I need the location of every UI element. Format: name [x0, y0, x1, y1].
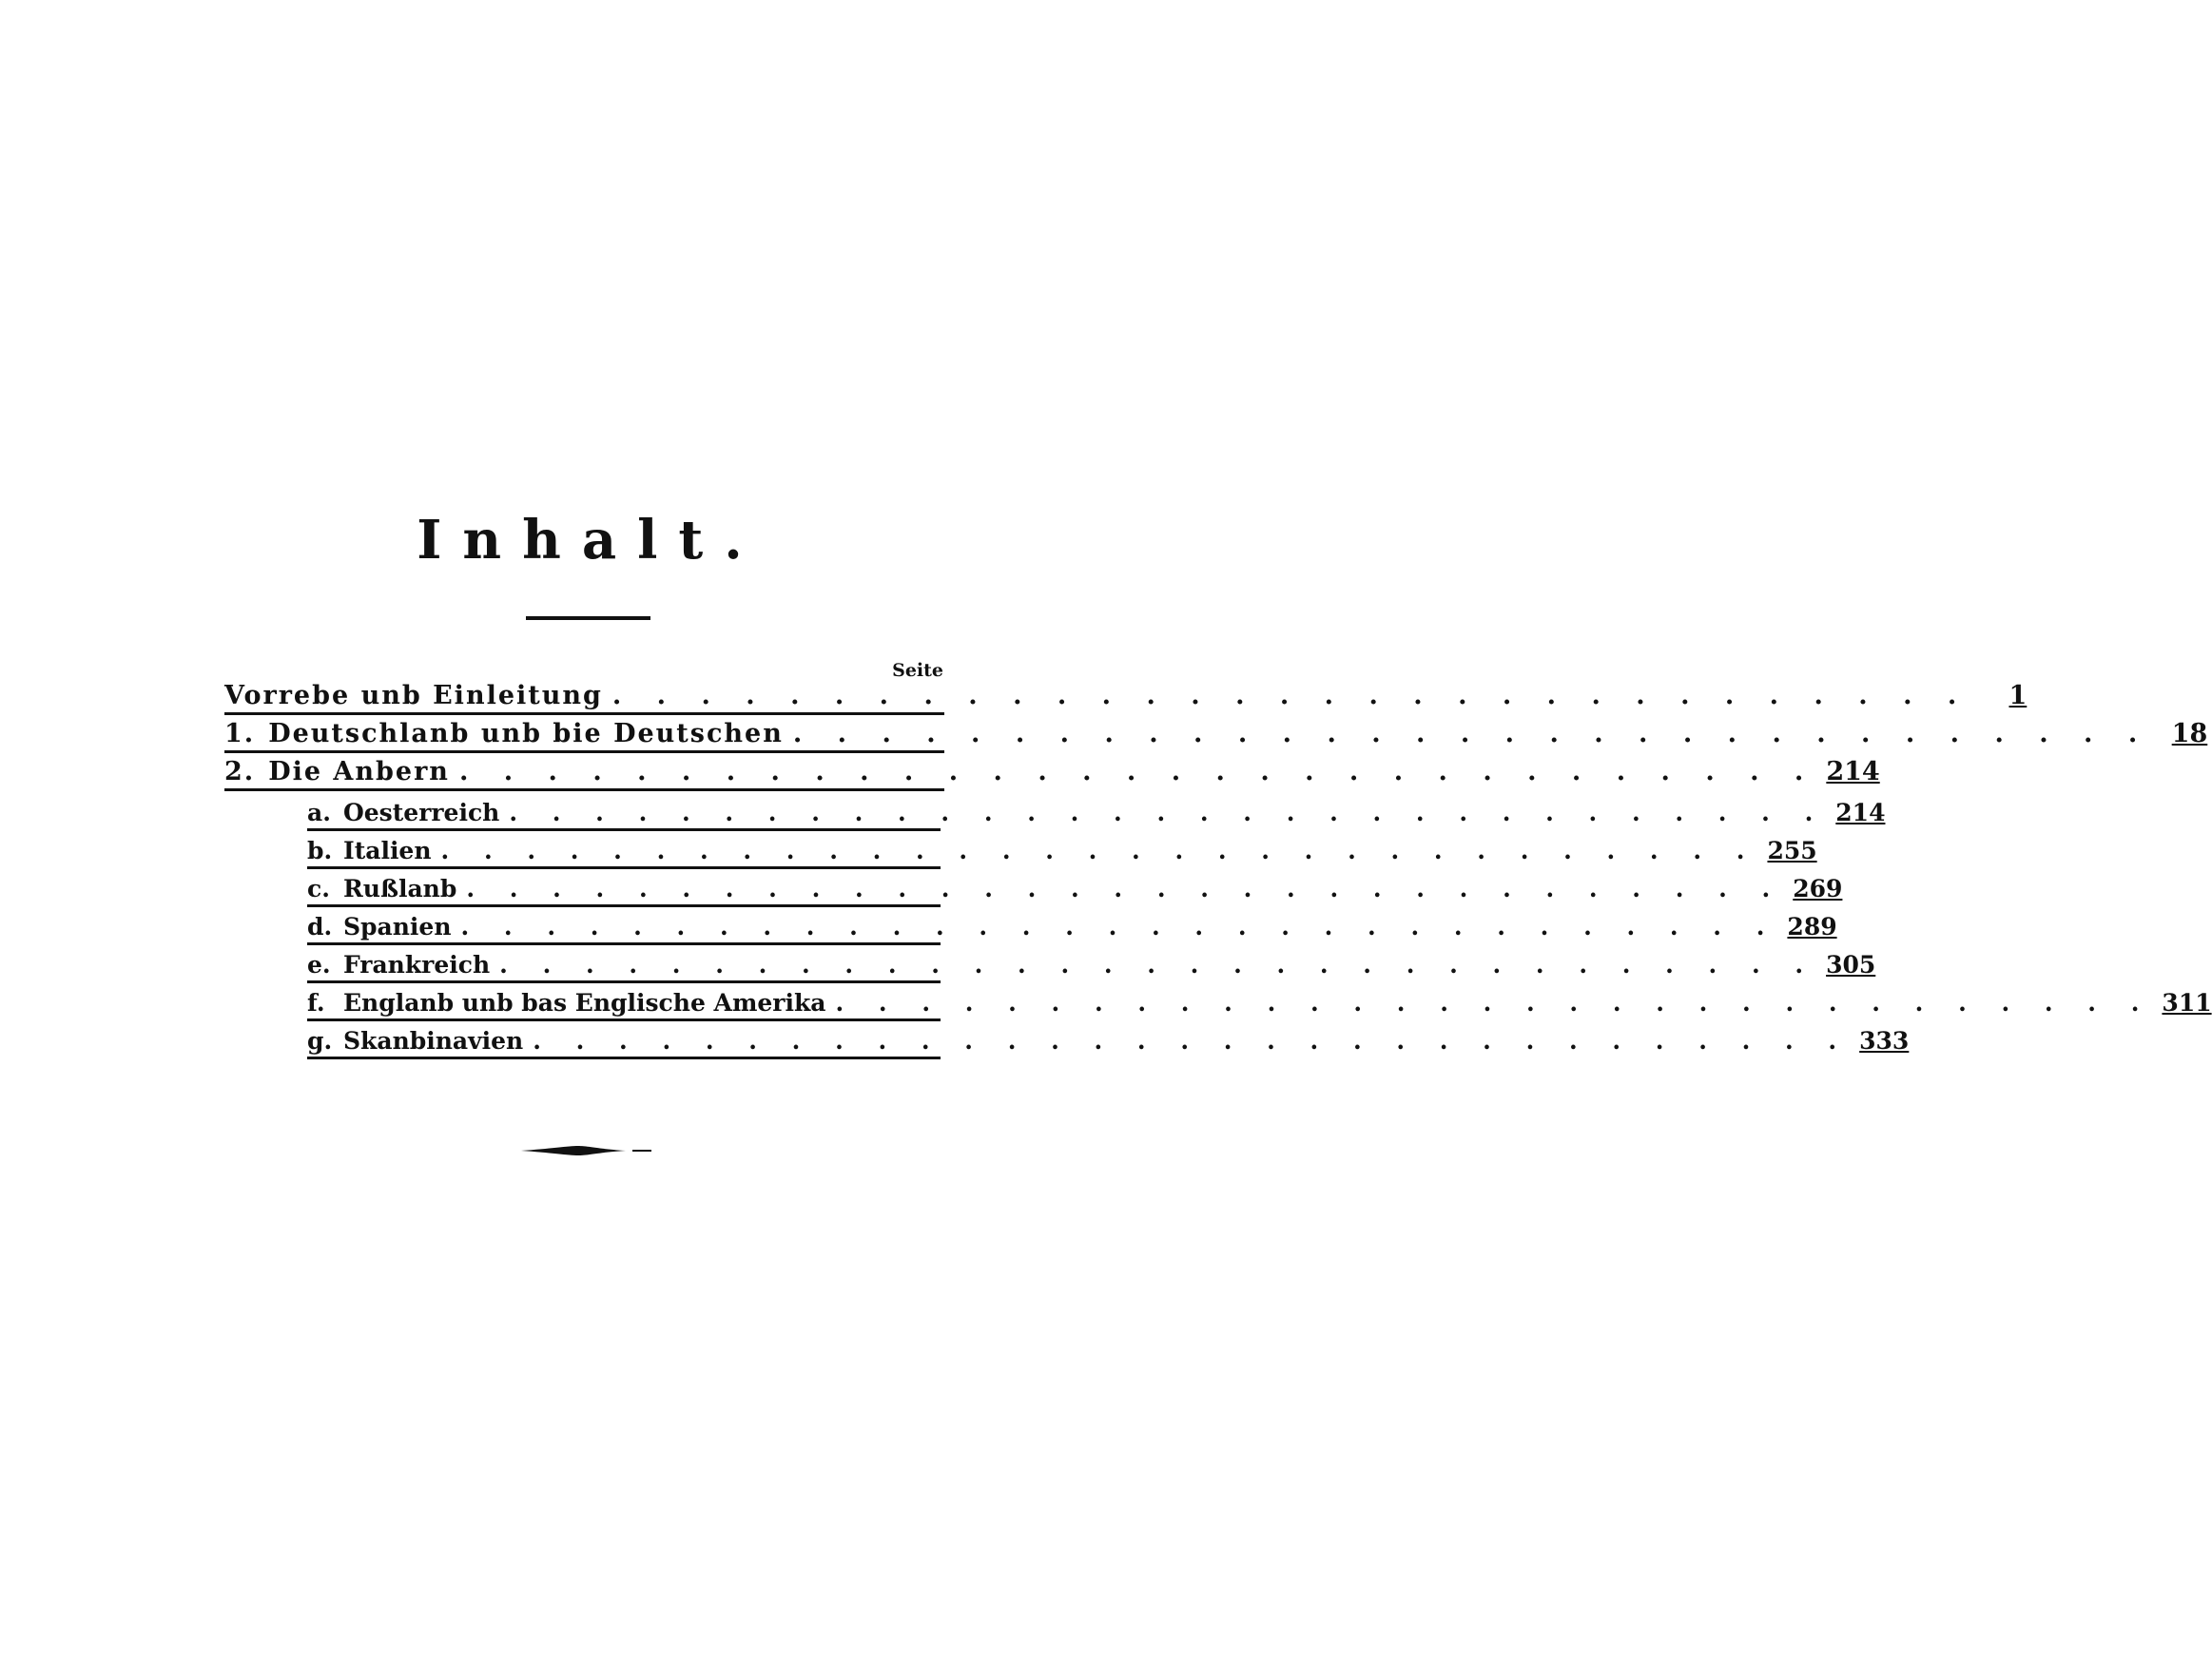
toc-subentry-letter: d. [307, 913, 333, 941]
toc-entry [224, 677, 2028, 715]
toc-subentry [307, 869, 1843, 907]
toc-entry-label: Vorrebe unb Einleitung [224, 681, 603, 710]
dot-leader: . . . . . . . . . . . . . . . . . . . . . . . . . . . . . . . [499, 951, 1817, 979]
toc-subentry-label: Spanien [343, 913, 452, 941]
dot-leader: . . . . . . . . . . . . . . . . . . . . . . . . . . . . . . . [440, 837, 1758, 864]
toc-subentry-label: Rußlanb [343, 875, 457, 902]
toc-subentry-letter: a. [307, 799, 331, 826]
dot-leader: . . . . . . . . . . . . . . . . . . . . . . . . . . . . . . . [509, 799, 1827, 826]
toc-subentry-page: 255 [1767, 837, 1817, 864]
toc-subentry-label: Skanbinavien [343, 1027, 524, 1055]
toc-subentry-page: 269 [1793, 875, 1843, 902]
toc-entry [224, 753, 1880, 791]
title-divider [526, 616, 650, 620]
toc-subentry-letter: g. [307, 1027, 333, 1055]
toc-subentry-page: 333 [1859, 1027, 1910, 1055]
toc-entry-number: 1. [224, 719, 256, 748]
toc-subentry-label: Frankreich [343, 951, 491, 979]
dot-leader: . . . . . . . . . . . . . . . . . . . . . . . . . . . . . . . [466, 875, 1784, 902]
toc-subentry-letter: e. [307, 951, 331, 979]
toc-entry-page: 18 [2171, 719, 2208, 748]
toc-entry-page: 214 [1826, 757, 1880, 786]
toc-subentry-label: Italien [343, 837, 432, 864]
page-title: Inhalt. [417, 509, 764, 572]
toc-subentry-page: 311 [2162, 989, 2212, 1017]
toc-subentry-letter: c. [307, 875, 330, 902]
toc-entry [224, 715, 2208, 753]
toc-entry-label: Deutschlanb unb bie Deutschen [268, 719, 784, 748]
toc-subentry-letter: f. [307, 989, 325, 1017]
toc-subentry [307, 793, 1886, 831]
dot-leader: . . . . . . . . . . . . . . . . . . . . . . . . . . . . . . . [835, 989, 2153, 1017]
toc-subentry-letter: b. [307, 837, 333, 864]
dot-leader: . . . . . . . . . . . . . . . . . . . . . . . . . . . . . . . [458, 757, 1817, 786]
dot-leader: . . . . . . . . . . . . . . . . . . . . . . . . . . . . . . . [460, 913, 1778, 941]
toc-subentry-page: 289 [1787, 913, 1837, 941]
toc-entry-label: Die Anbern [268, 757, 450, 786]
toc-subentry [307, 1021, 1910, 1059]
toc-subentry [307, 907, 1837, 945]
toc-subentry-page: 214 [1835, 799, 1886, 826]
dot-leader: . . . . . . . . . . . . . . . . . . . . . . . . . . . . . . . [792, 719, 2151, 748]
toc-subentry-label: Oesterreich [343, 799, 500, 826]
toc-subentry-label: Englanb unb bas Englische Amerika [343, 989, 826, 1017]
toc-subentry [307, 945, 1876, 983]
toc-subentry [307, 983, 2212, 1021]
closing-ornament [521, 1143, 654, 1158]
toc-subentry-page: 305 [1826, 951, 1876, 979]
dot-leader: . . . . . . . . . . . . . . . . . . . . . . . . . . . . . . . [611, 681, 1970, 710]
dot-leader: . . . . . . . . . . . . . . . . . . . . . . . . . . . . . . . [533, 1027, 1851, 1055]
toc-entry-page: 1 [2008, 681, 2028, 710]
toc-entry-number: 2. [224, 757, 256, 786]
page-column-label: Seite [892, 660, 943, 681]
toc-subentry [307, 831, 1817, 869]
